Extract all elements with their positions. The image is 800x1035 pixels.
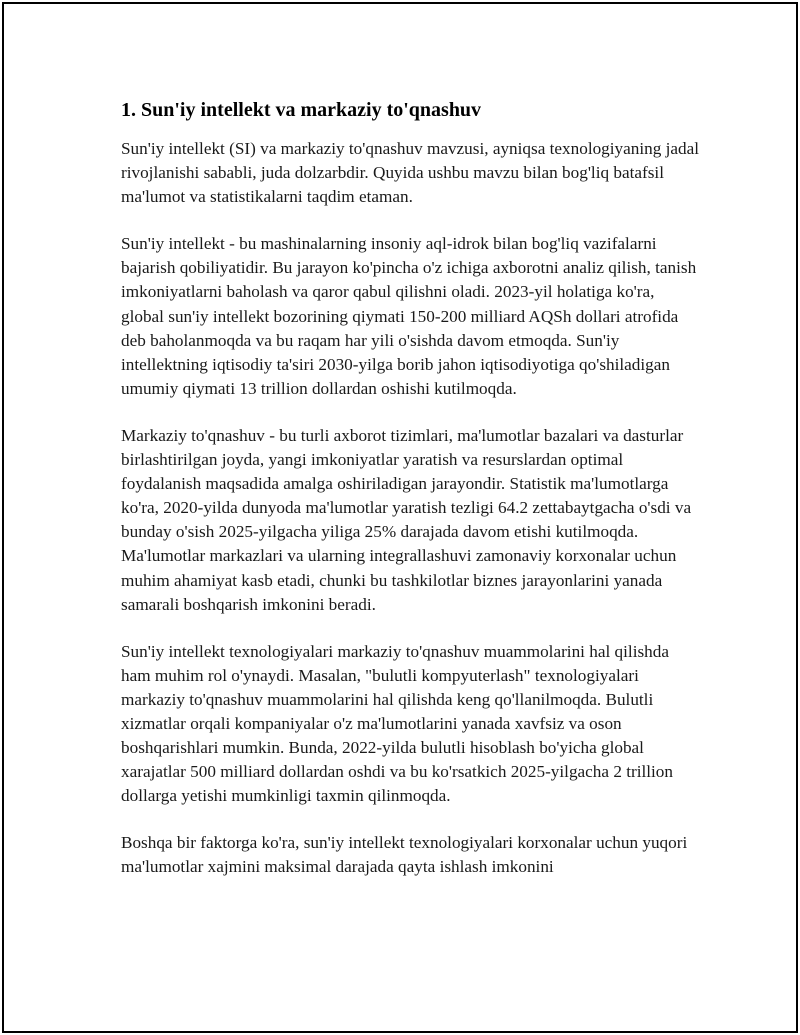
page-frame (2, 2, 798, 1033)
section-heading: 1. Sun'iy intellekt va markaziy to'qnashuv (121, 99, 482, 121)
paragraph-ai-definition: Sun'iy intellekt - bu mashinalarning insoniy aql-idrok bilan bog'liq vazifalarni bajarish qobiliyatidir. Bu jarayon ko'pincha o'z ichiga axborotni analiz qilish, tanish imkoniyatlarni baholash va qaror qabul qilishni oladi. 2023-yil holatiga ko'ra, global sun'iy intellekt bozorining qiymati 150-200 milliard AQSh dollari atrofida deb baholanmoqda va bu raqam har yili o'sishda davom etmoqda. Sun'iy intellektning iqtisodiy ta'siri 2030-yilga borib jahon iqtisodiyotiga qo'shiladigan umumiy qiymati 13 trillion dollardan oshishi kutilmoqda. (121, 234, 697, 398)
paragraph-intro: Sun'iy intellekt (SI) va markaziy to'qnashuv mavzusi, ayniqsa texnologiyaning jadal rivojlanishi sababli, juda dolzarbdir. Quyida ushbu mavzu bilan bog'liq batafsil ma'lumot va statistikalarni taqdim etaman. (121, 139, 700, 207)
paragraph-cloud-computing: Sun'iy intellekt texnologiyalari markaziy to'qnashuv muammolarini hal qilishda ham muhim rol o'ynaydi. Masalan, "bulutli kompyuterlash" texnologiyalari markaziy to'qnashuv muammolarini hal qilishda keng qo'llanilmoqda. Bulutli xizmatlar orqali kompaniyalar o'z ma'lumotlarini yanada xavfsiz va oson boshqarishlari mumkin. Bunda, 2022-yilda bulutli hisoblash bo'yicha global xarajatlar 500 milliard dollardan oshdi va bu ko'rsatkich 2025-yilgacha 2 trillion dollarga yetishi mumkinligi taxmin qilinmoqda. (121, 641, 673, 806)
paragraph-data-processing: Boshqa bir faktorga ko'ra, sun'iy intellekt texnologiyalari korxonalar uchun yuqori ma'lumotlar xajmini maksimal darajada qayta ishlash imkonini (121, 833, 688, 877)
paragraph-central-convergence: Markaziy to'qnashuv - bu turli axborot tizimlari, ma'lumotlar bazalari va dasturlar birlashtirilgan joyda, yangi imkoniyatlar yaratish va resurslardan optimal foydalanish maqsadida amalga oshiriladigan jarayondir. Statistik ma'lumotlarga ko'ra, 2020-yilda dunyoda ma'lumotlar yaratish tezligi 64.2 zettabaytgacha o'sdi va bunday o'sish 2025-yilgacha yiliga 25% darajada davom etishi kutilmoqda. Ma'lumotlar markazlari va ularning integrallashuvi zamonaviy korxonalar uchun muhim ahamiyat kasb etadi, chunki bu tashkilotlar biznes jarayonlarini yanada samarali boshqarish imkonini beradi. (121, 425, 692, 614)
document-body (121, 97, 701, 903)
